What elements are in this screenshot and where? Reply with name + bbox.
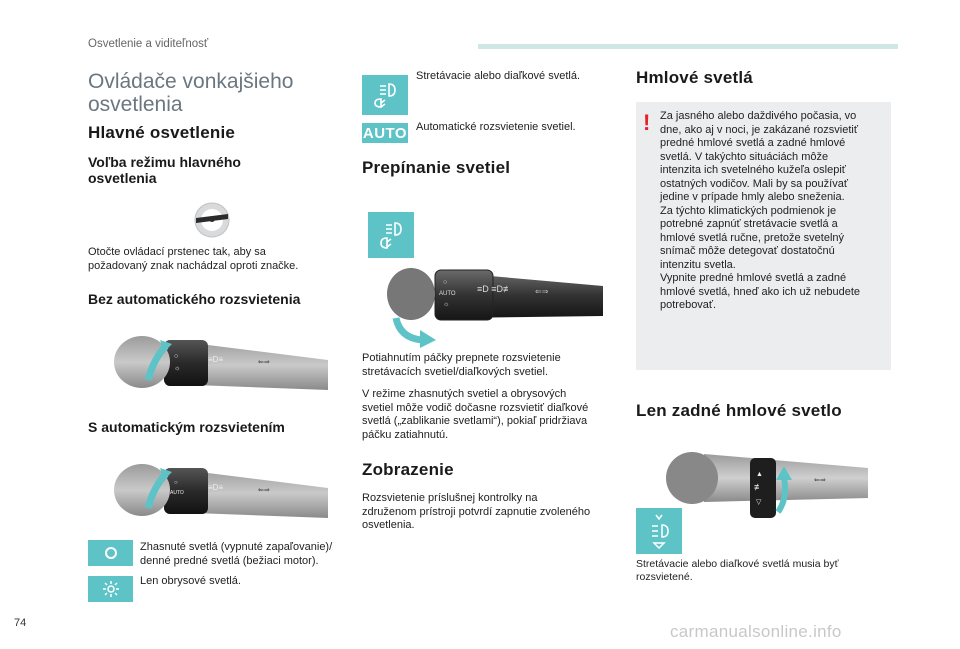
light-stalk-illustration [108,322,330,404]
text-line: predné hmlové svetlá a zadné hmlové [660,137,846,149]
text-line: jedine v prípade hmly alebo sneženia. [660,191,845,203]
text-line: svetlá („zablikanie svetlami“), pokiaľ pridržiava [362,415,588,427]
text-line: Otočte ovládací prstenec tak, aby sa [88,246,266,258]
svg-text:☼: ☼ [174,365,181,372]
steering-wheel-icon [192,200,232,240]
page-number: 74 [14,617,27,629]
auto-lighting-icon: AUTO [362,124,408,142]
svg-text:⇐⇒: ⇐⇒ [258,487,270,494]
paragraph [362,352,561,379]
text-line: snímač môže detegovať dostatočnú [660,245,835,257]
section-heading: Prepínanie svetiel [362,158,511,177]
svg-text:○: ○ [174,480,178,486]
text-line: osvetlenia. [362,519,415,531]
text-line: potrebovať. [660,299,717,311]
svg-text:☼: ☼ [443,301,450,308]
paragraph [362,388,588,442]
text-line: denné predné svetlá (bežiaci motor). [140,554,319,567]
lights-off-icon [88,540,133,566]
svg-text:≡D ≡D≢: ≡D ≡D≢ [477,284,513,294]
svg-text:○: ○ [443,279,448,286]
dipped-main-beam-icon [362,75,408,115]
section-heading: Hlavné osvetlenie [88,123,236,142]
text-line: Za jasného alebo daždivého počasia, vo [660,110,857,122]
text-line: Stretávacie alebo diaľkové svetlá musia byť [636,558,839,570]
svg-text:≡D≡: ≡D≡ [208,355,224,364]
svg-text:AUTO: AUTO [170,490,184,496]
legend-text: Automatické rozsvietenie svetiel. [416,121,576,133]
text-line: Potiahnutím páčky prepnete rozsvietenie [362,352,561,364]
text-line: Zhasnuté svetlá (vypnuté zapaľovanie)/ [140,541,333,553]
page-title [88,70,293,116]
svg-text:▽: ▽ [756,499,762,506]
text-line: hmlové svetlá, hneď ako ich už nebudete [660,285,860,298]
subheading-line: Voľba režimu hlavného [88,154,241,170]
text-line: Vypnite predné hmlové svetlá a zadné [660,272,847,284]
svg-text:○: ○ [174,353,179,360]
section-heading: Len zadné hmlové svetlo [636,401,842,420]
text-line: Za týchto klimatických podmienok je [660,204,837,217]
warning-icon: ! [643,110,651,135]
subheading-line: osvetlenia [88,170,157,186]
legend-text: Stretávacie alebo diaľkové svetlá. [416,70,581,82]
legend-text: Len obrysové svetlá. [140,575,241,587]
rear-fog-stalk-illustration [664,442,870,522]
svg-text:⇐⇒: ⇐⇒ [814,477,826,484]
paragraph [362,492,590,533]
text-line: potrebné zapnúť stretávacie svetlá a [660,218,838,230]
watermark: carmanualsonline.info [670,622,842,641]
svg-text:▲: ▲ [756,471,763,478]
subheading [88,154,241,186]
text-line: intenzita ich svetelného kužeľa oslepiť [660,164,846,176]
section-heading: Zobrazenie [362,460,454,479]
text-line: ostatných vodičov. Mali by sa používať [660,177,848,190]
text-line: požadovaný znak nachádzal oproti značke. [88,259,299,272]
page-title-line: Ovládače vonkajšieho [88,70,294,93]
text-line: dne, ako aj v noci, je zakázané rozsvietiť [660,123,858,136]
header-divider [478,44,898,49]
warning-text [660,110,888,313]
subheading: S automatickým rozsvietením [88,419,285,435]
paragraph [88,246,298,273]
text-line: hmlové svetlá ručne, pretože svetelný [660,231,845,244]
subheading: Bez automatického rozsvietenia [88,291,301,307]
running-title: Osvetlenie a viditeľnosť [88,38,209,50]
svg-text:≡D≡: ≡D≡ [208,483,224,492]
stalk-auto-label: AUTO [439,291,456,297]
text-line: stretávacích svetiel/diaľkových svetiel. [362,365,549,378]
svg-text:⇐⇒: ⇐⇒ [258,359,270,366]
text-line: rozsvietené. [636,571,693,583]
text-line: združenom prístroji potvrdí zapnutie zvoleného [362,505,591,518]
svg-text:⇐⇒: ⇐⇒ [535,287,549,296]
beam-switch-icon [368,212,414,258]
text-line: intenzitu svetla. [660,258,736,271]
text-line: Rozsvietenie príslušnej kontrolky na [362,492,538,504]
text-line: svetiel môže vodič dočasne rozsvietiť diaľkové [362,401,589,414]
sidelights-icon [88,576,133,602]
svg-text:≢: ≢ [754,482,763,492]
text-line: páčku zatiahnutú. [362,428,449,441]
text-line: svetlá. V takýchto situáciách môže [660,150,829,163]
page-title-line: osvetlenia [88,93,183,116]
text-line: V režime zhasnutých svetiel a obrysových [362,388,567,400]
section-heading: Hmlové svetlá [636,68,753,87]
light-stalk-auto-illustration [108,450,330,532]
rear-fog-light-icon [636,508,682,554]
pull-arrow-icon [392,312,442,348]
paragraph [636,558,839,584]
legend-text [140,541,332,568]
